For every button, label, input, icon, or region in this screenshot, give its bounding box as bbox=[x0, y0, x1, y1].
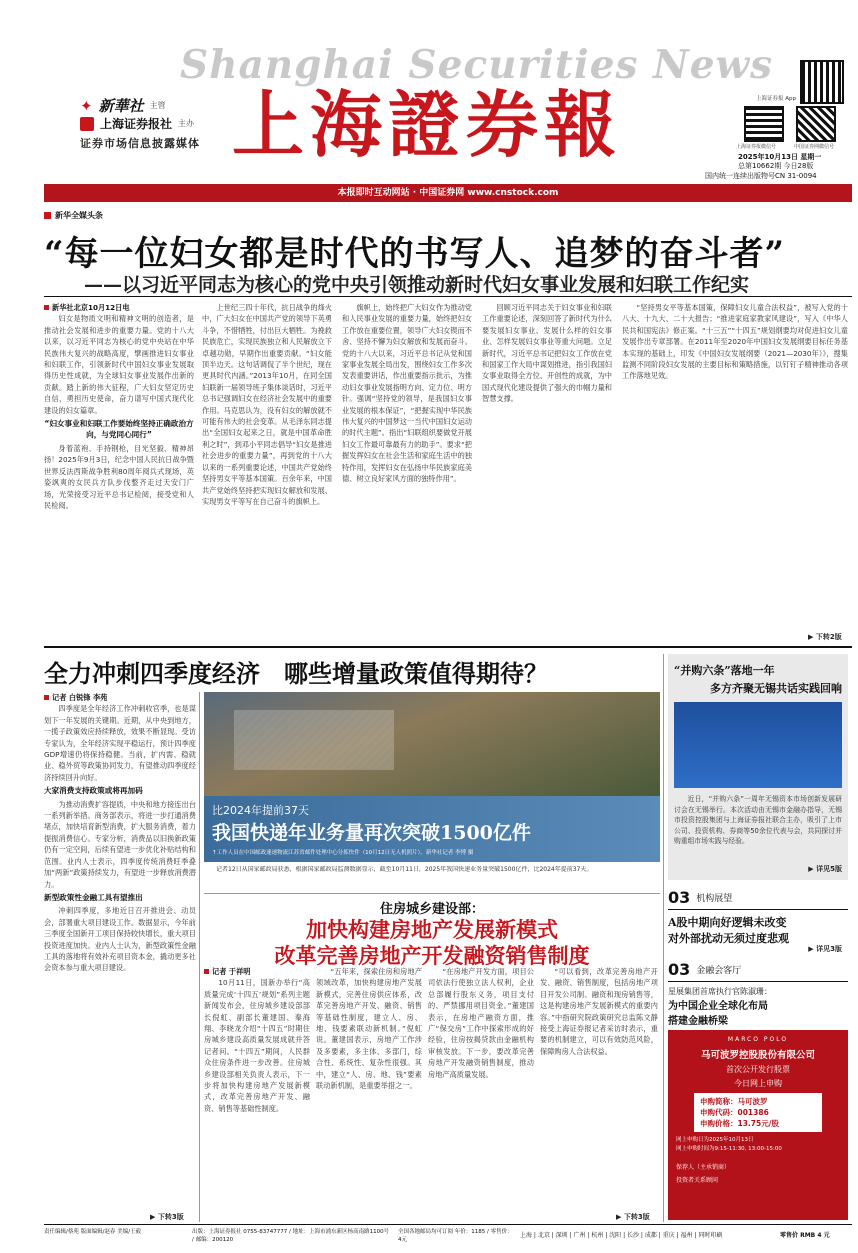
cn-number: 国内统一连续出版物号CN 31-0094 bbox=[705, 172, 817, 180]
footer-editors: 责任编辑/蔡苑 版面编辑/赵春 美编/王毅 bbox=[44, 1229, 142, 1235]
issue-date: 2025年10月13日 星期一 bbox=[738, 153, 822, 161]
chinese-masthead: 上海證券報 bbox=[231, 82, 622, 167]
item-section: 机构展望 bbox=[696, 894, 733, 904]
promo-title-2: 多方齐聚无锡共话实践回响 bbox=[710, 682, 842, 695]
lead-col-2: 上世纪三四十年代，抗日战争的烽火中，广大妇女在中国共产党的领导下英勇斗争，不惜牺牲，付出巨大牺牲。为挽救民族危亡，实现民族独立和人民解放立下卓越功勋，早期作出重要贡献。“妇女能顶半边天。这句话调侃了半个世纪，现在更具时代内涵。”2013年10月，在同全国妇联新一届领导班子集体谈话时，习近平总书记强调妇女在经济社会发展中的重要作用。马克思认为，没有妇女的解放就不可能有伟大的社会变革。从毛泽东同志提出“全国妇女起来之日，就是中国革命胜利之时”，到邓小平同志倡导“妇女是推进社会进步的重要力量”，再到党的十八大以来的一系列重要论述，中国共产党始终坚持男女平等基本国策。百余年来，中国共产党始终坚持把实现妇女解放和发展、实现男女平等写在自己奋斗的旗帜上。 bbox=[202, 303, 332, 506]
lead-col-4: 回顾习近平同志关于妇女事业和妇联工作重要论述，深刻回答了新时代为什么要发展妇女事业、发展什么样的妇女事业、怎样发展妇女事业等重大问题。立足新时代，习近平总书记把妇女工作放在党和国家工作大局中谋划推进，指引我国妇女事业取得全方位、开创性的成就，为中国式现代化建设提供了强大的巾帼力量和智慧支撑。 bbox=[482, 303, 612, 404]
economy-subheading-2: 新型政策性金融工具有望推出 bbox=[44, 892, 143, 902]
item-continued[interactable]: ▶ 详见3版 bbox=[808, 945, 842, 953]
sidebar-divider bbox=[663, 654, 664, 1222]
lead-top-rule bbox=[44, 296, 852, 297]
lead-col-5: “坚持男女平等基本国策，保障妇女儿童合法权益”，被写入党的十八大、十九大、二十大报告；“推进家庭家教家风建设”，写入《中华人民共和国宪法》修正案。“十三五”“十四五”规划纲要均对促进妇女儿童发展作出专章部署。在2011年至2020年中国妇女发展纲要目标任务基本实现的基础上，印发《中国妇女发展纲要（2021—2030年）》，搜集监测不同阶段妇女发展的主要目标和策略措施，以钉钉子精神推动各项工作落地见效。 bbox=[622, 303, 848, 381]
qr-wechat-1[interactable] bbox=[744, 106, 784, 142]
english-masthead: Shanghai Securities News bbox=[180, 42, 774, 88]
item-title-2: 为中国企业全球化布局 bbox=[668, 1001, 768, 1012]
item-title-3: 搭建金融桥梁 bbox=[668, 1016, 728, 1027]
lead-subheading: “妇女事业和妇联工作要始终坚持正确政治方向，与党同心同行” bbox=[44, 419, 194, 440]
website-banner[interactable]: 本报即时互动网站 · 中国证券网 www.cnstock.com bbox=[44, 184, 852, 202]
housing-col-3: “在房地产开发方面，项目公司依法行使独立法人权利，企业总部履行股东义务，项目支付的、严禁挪用项目资金。”董建国表示，在房地产融资方面，推广“保交房”工作中探索形成的好经验，住房按揭贷款由金融机构审核发放。下一步，要改革完善房地产开发融资销售制度，推动房地产高质量发展。 bbox=[428, 967, 534, 1079]
footer-price: 零售价 RMB 4 元 bbox=[780, 1232, 830, 1239]
housing-headline-1: 加快构建房地产发展新模式 bbox=[306, 917, 558, 942]
ad-bottom: 投资者关系顾问 bbox=[676, 1177, 719, 1184]
issue-number: 总第10662期 今日28版 bbox=[738, 162, 814, 170]
app-label: 上海证券报 App bbox=[756, 96, 796, 102]
footer-subscription: 全国各地邮局均可订阅 年价：1185 / 零售价：4元 bbox=[398, 1229, 513, 1243]
ad-subtitle: 首次公开发行股票 bbox=[726, 1065, 790, 1074]
photo-title: 我国快递年业务量再次突破1500亿件 bbox=[212, 822, 531, 844]
housing-col-1: 记者 于祥明 10月11日，国新办举行“高质量完成‘十四五’规划”系列主题新闻发布会，住房城乡建设部部长倪虹、副部长董建国、秦海翔、李晓龙介绍“十四五”时期住房城乡建设高质量发展成就并答记者问。“十四五”期间，人民群众住房条件进一步改善。住房城乡建设部相关负责人表示，下一步将加快构建房地产发展新模式，改革完善房地产开发、融资、销售等基础性制度。 bbox=[204, 967, 310, 1113]
economy-col-divider bbox=[199, 692, 200, 1222]
housing-col-2: “五年来，探索住房和房地产领域改革，加快构建房地产发展新模式，完善住房供应体系，改革完善房地产开发、融资、销售等基础性制度，建立人、房、地、钱要素联动新机制。”倪虹说。董建国表示，房地产工作涉及多要素，多主体、多部门，综合性、系统性、复杂性很强。其中，建立“人、房、地、钱”要素联动新机制，是重要举措之一。 bbox=[316, 967, 422, 1091]
photo-credit: ↑工作人员在中国邮政速递物流江苏省邮件处理中心分拣快件（10月12日无人机照片）。新华社记者 李博 摄 bbox=[212, 850, 474, 856]
xinhua-star-icon: ✦ bbox=[80, 96, 93, 115]
host-logo-icon bbox=[80, 117, 94, 131]
item-title-2: 对外部扰动无须过度悲观 bbox=[668, 932, 789, 945]
housing-continued[interactable]: ▶ 下转3版 bbox=[616, 1213, 650, 1221]
lead-bottom-rule bbox=[44, 646, 852, 648]
economy-continued[interactable]: ▶ 下转3版 bbox=[150, 1213, 184, 1221]
ad-company: 马可波罗控股股份有限公司 bbox=[700, 1050, 815, 1061]
square-bullet-icon bbox=[44, 212, 51, 219]
masthead-slogan: 证券市场信息披露媒体 bbox=[80, 137, 200, 150]
item-title-1: A股中期向好逻辑未改变 bbox=[668, 916, 787, 929]
item-section: 金融会客厅 bbox=[696, 966, 742, 976]
host-line: 上海证券报社 主办 bbox=[80, 115, 194, 132]
promo-text: 近日，“并购六条”一周年无锡资本市场创新发展研讨会在无锡举行。本次活动由无锡市金融办指导，无锡市投资控股集团与上海证券报社联合主办，吸引了上市公司、投资机构、券商等50余位代表与会，共同探讨并购重组市场实践与经验。 bbox=[674, 795, 842, 845]
xinhua-logo: ✦ 新華社 主管 bbox=[80, 96, 166, 115]
qr-wechat-2[interactable] bbox=[796, 106, 836, 142]
footer-publisher: 出版：上海证券报社 0755-83747777 / 地址：上海市浦东新区杨高南路1100号 / 邮编：200120 bbox=[192, 1229, 390, 1243]
qr-label-1: 上海证券报微信号 bbox=[736, 144, 777, 150]
economy-subheading-1: 大家消费支持政策或将再加码 bbox=[44, 786, 143, 796]
square-bullet-icon bbox=[44, 305, 49, 310]
item-page-number: 03 bbox=[668, 888, 691, 907]
footer-cities: 上海 | 北京 | 深圳 | 广州 | 杭州 | 沈阳 | 长沙 | 成都 | 重庆 | 福州 | 同时印刷 bbox=[520, 1232, 723, 1239]
promo-title-1: “并购六条”落地一年 bbox=[674, 664, 775, 677]
lead-subhead: ——以习近平同志为核心的党中央引领推动新时代妇女事业发展和妇联工作纪实 bbox=[84, 274, 750, 296]
housing-kicker: 住房城乡建设部： bbox=[379, 902, 484, 917]
photo-caption: 记者12日从国家邮政局获悉，根据国家邮政局监测数据显示，截至10月11日，2025年我国快递业务量突破1500亿件，比2024年提前37天。 bbox=[216, 866, 593, 873]
item-title-1: 星展集团首席执行官陈淑珊： bbox=[668, 987, 772, 996]
housing-headline-2: 改革完善房地产开发融资销售制度 bbox=[274, 943, 590, 968]
ad-subscription-box: 申购简称：马可波罗 申购代码：001386 申购价格：13.75元/股 bbox=[694, 1093, 822, 1132]
ad-brand: MARCO POLO bbox=[727, 1036, 789, 1043]
ipo-advertisement[interactable] bbox=[668, 1030, 848, 1220]
ad-sponsor: 保荐人（主承销商） bbox=[676, 1164, 731, 1171]
lead-dateline: 新华社北京10月12日电 bbox=[44, 302, 194, 313]
sidebar-item-outlook[interactable] bbox=[668, 888, 848, 958]
qr-label-2: 中国证券网微信号 bbox=[794, 144, 835, 150]
ad-today: 今日网上申购 bbox=[734, 1079, 782, 1088]
express-photo-overlay bbox=[204, 796, 660, 862]
square-bullet-icon bbox=[204, 969, 209, 974]
photo-bottom-rule bbox=[204, 893, 660, 894]
lead-section-tag: 新华全媒头条 bbox=[44, 210, 103, 221]
promo-continued[interactable]: ▶ 详见5版 bbox=[808, 865, 842, 873]
footer-rule bbox=[44, 1224, 852, 1225]
express-photo bbox=[204, 692, 660, 796]
mna-promo[interactable] bbox=[668, 654, 848, 880]
lead-col-1: 新华社北京10月12日电 妇女是物质文明和精神文明的创造者，是推动社会发展和进步的重要力量。党的十八大以来，以习近平同志为核心的党中央站在中华民族伟大复兴的战略高度，擘画推进妇女事业和妇联工作，引领新时代中国妇女事业发展取得历史性成就，为全球妇女事业发展作出新的贡献。踏上新的伟大征程，广大妇女坚定历史自信，勇担历史使命，奋力谱写中国式现代化建设的妇女篇章。 “妇女事业和妇联工作要始终坚持正确政治方向，与党同心同行” 身着蓝袍、手持钢枪，目光坚毅、精神昂扬！2025年9月3日，纪念中国人民抗日战争暨世界反法西斯战争胜利80周年阅兵式现场，英姿飒爽的女民兵方队步伐整齐走过天安门广场，光荣接受习近平总书记检阅，接受党和人民检阅。 bbox=[44, 303, 194, 510]
photo-tag: 比2024年提前37天 bbox=[212, 804, 309, 817]
sidebar-item-finance-salon[interactable] bbox=[668, 960, 848, 1028]
economy-headline: 全力冲刺四季度经济 哪些增量政策值得期待？ bbox=[44, 659, 548, 688]
item-page-number: 03 bbox=[668, 960, 691, 979]
ad-dates: 网上申购日为2025年10月13日 网上申购时间为9:15-11:30, 13:00-15:00 bbox=[676, 1137, 782, 1152]
qr-app[interactable] bbox=[800, 60, 844, 104]
housing-col-4: “可以看到，改革完善房地产开发、融资、销售制度，包括房地产项目开发公司制、融资和现房销售等，这是构建房地产发展新模式的重要内容。”中指研究院政策研究总监陈文静接受上海证券报记者采访时表示，重要的机制建立，可以有效防范风险，保障购房人合法权益。 bbox=[540, 967, 658, 1056]
promo-photo bbox=[674, 702, 842, 788]
economy-col: 记者 白锐锋 李苑 四季度是全年经济工作冲刺收官季，也是谋划下一年发展的关键期。近期，从中央到地方，一揽子政策效应持续释放，效果不断显现。受访专家认为，全年经济实现平稳运行，预计四季度GDP增速仍将保持稳健。当前，扩内需、稳就业、稳外贸等政策协同发力，有望推动四季度经济持续回升向好。 大家消费支持政策或将再加码 为推动消费扩容提质，中央和地方接连出台一系列新举措。商务部表示，将进一步打通消费堵点，加快培育新型消费，扩大服务消费，着力提振消费信心。专家分析，消费品以旧换新政策仍有一定空间，后续有望进一步优化补贴结构和范围。业内人士表示，四季度传统消费旺季叠加“两新”政策持续发力，有望进一步释放消费潜力。 新型政策性金融工具有望推出 冲刺四季度，多地近日召开推进会、动员会，部署重大项目建设工作。数据显示，今年前三季度全国新开工项目保持较快增长，重大项目投资进度加快。业内人士认为，新型政策性金融工具的落地将有效补充项目资本金，撬动更多社会资本参与重大项目建设。 bbox=[44, 693, 196, 973]
lead-continued[interactable]: ▶ 下转2版 bbox=[808, 633, 842, 641]
lead-headline: “每一位妇女都是时代的书写人、追梦的奋斗者” bbox=[44, 234, 786, 274]
lead-col-3: 旗帜上，始终把广大妇女作为推动党和人民事业发展的重要力量，始终把妇女工作放在重要位置，领导广大妇女锲而不舍、坚持不懈为妇女解放和发展而奋斗。党的十八大以来，习近平总书记从党和国家事业发展全局出发，围绕妇女工作多次发表重要讲话，作出重要指示批示，为推动妇女事业发展指明方向、定力位、明方针。强调“坚持党的领导，是我国妇女事业发展的根本保证”，“把握实现中华民族伟大复兴的中国梦这一当代中国妇女运动的时代主题”。指出“妇联组织要做党开展妇女工作最可靠最有力的助手”。要求“把握发挥妇女在社会生活和家庭生活中的独特作用，发挥妇女在弘扬中华民族家庭美德、树立良好家风方面的独特作用”。 bbox=[342, 303, 472, 484]
square-bullet-icon bbox=[44, 695, 49, 700]
